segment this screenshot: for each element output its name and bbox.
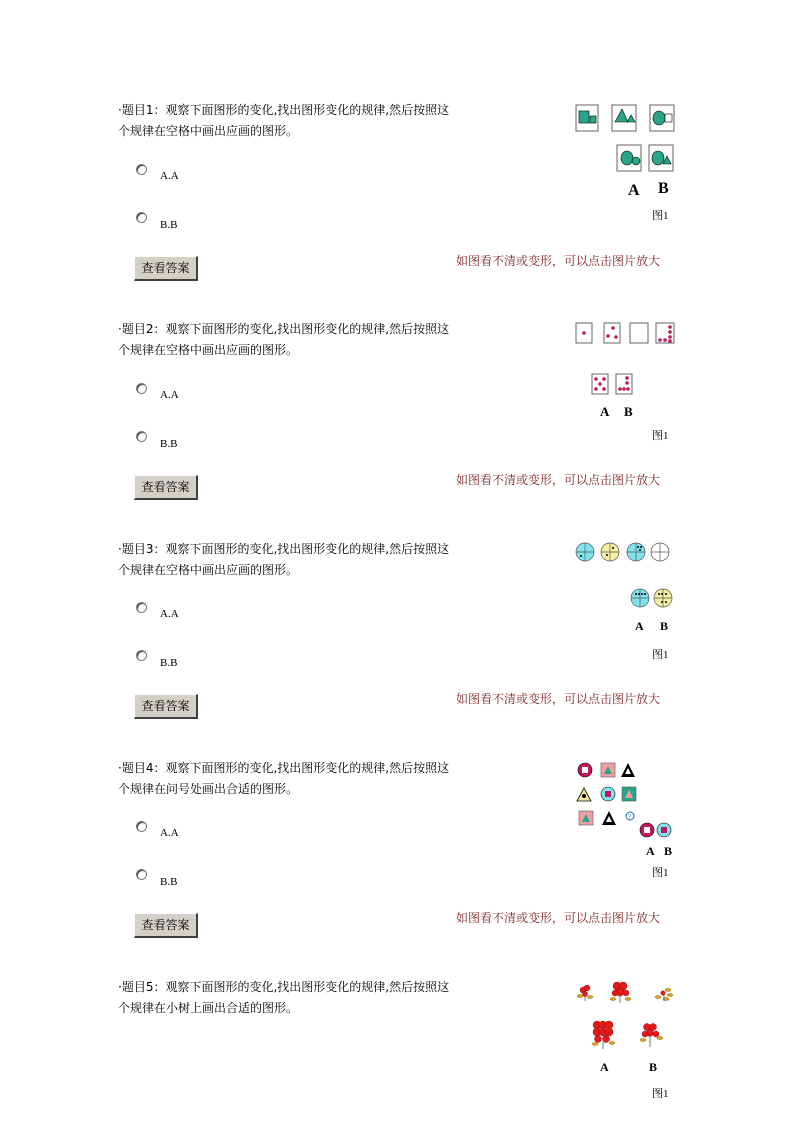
figure-5[interactable] [570, 977, 690, 1117]
zoom-hint: 如图看不清或变形，可以点击图片放大 [456, 911, 661, 925]
question-4 [0, 758, 794, 977]
option-b-radio[interactable] [136, 650, 147, 661]
figure-1[interactable] [570, 100, 690, 240]
figure-2[interactable] [570, 319, 690, 459]
question-1 [0, 100, 794, 319]
figure-letter-b: B [624, 404, 633, 419]
option-a-radio[interactable] [136, 602, 147, 613]
question-text: ·题目5：观察下面图形的变化,找出图形变化的规律,然后按照这个规律在小树上画出合适的图形。 [118, 980, 450, 1015]
option-b-label: B.B [160, 438, 178, 450]
figure-caption: 图1 [652, 1088, 669, 1100]
question-text: ·题目1：观察下面图形的变化,找出图形变化的规律,然后按照这个规律在空格中画出应画的图形。 [118, 103, 450, 138]
figure-caption: 图1 [652, 649, 669, 661]
zoom-hint: 如图看不清或变形，可以点击图片放大 [456, 254, 661, 268]
show-answer-button[interactable]: 查看答案 [134, 256, 198, 281]
figure-caption: 图1 [652, 867, 669, 879]
option-b-label: B.B [160, 657, 178, 669]
question-2 [0, 319, 794, 538]
option-a-radio[interactable] [136, 821, 147, 832]
figure-letter-b: B [664, 844, 673, 858]
question-text: ·题目2：观察下面图形的变化,找出图形变化的规律,然后按照这个规律在空格中画出应画的图形。 [118, 322, 450, 357]
option-b-radio[interactable] [136, 431, 147, 442]
figure-letter-b: B [649, 1060, 658, 1074]
question-text: ·题目4：观察下面图形的变化,找出图形变化的规律,然后按照这个规律在问号处画出合适的图形。 [118, 761, 450, 796]
figure-4[interactable] [570, 758, 690, 898]
figure-caption: 图1 [652, 210, 669, 222]
option-a-label: A.A [160, 389, 179, 401]
show-answer-button[interactable]: 查看答案 [134, 475, 198, 500]
figure-letter-b: B [660, 619, 669, 633]
svg-text:?: ? [628, 814, 632, 821]
option-a-radio[interactable] [136, 164, 147, 175]
question-text: ·题目3：观察下面图形的变化,找出图形变化的规律,然后按照这个规律在空格中画出应画的图形。 [118, 542, 450, 577]
question-5 [0, 977, 794, 1123]
option-b-radio[interactable] [136, 212, 147, 223]
option-b-radio[interactable] [136, 869, 147, 880]
show-answer-button[interactable]: 查看答案 [134, 694, 198, 719]
show-answer-button[interactable]: 查看答案 [134, 913, 198, 938]
option-a-label: A.A [160, 608, 179, 620]
zoom-hint: 如图看不清或变形，可以点击图片放大 [456, 473, 661, 487]
option-b-label: B.B [160, 219, 178, 231]
figure-letter-a: A [600, 1060, 609, 1074]
figure-letter-a: A [635, 619, 644, 633]
option-a-label: A.A [160, 170, 179, 182]
option-a-label: A.A [160, 827, 179, 839]
figure-letter-a: A [600, 404, 610, 419]
figure-3[interactable] [570, 539, 690, 679]
figure-letter-b: B [658, 180, 669, 197]
figure-letter-a: A [628, 182, 640, 199]
option-a-radio[interactable] [136, 383, 147, 394]
option-b-label: B.B [160, 876, 178, 888]
zoom-hint: 如图看不清或变形，可以点击图片放大 [456, 692, 661, 706]
figure-caption: 图1 [652, 430, 669, 442]
question-3 [0, 539, 794, 758]
figure-letter-a: A [646, 844, 655, 858]
